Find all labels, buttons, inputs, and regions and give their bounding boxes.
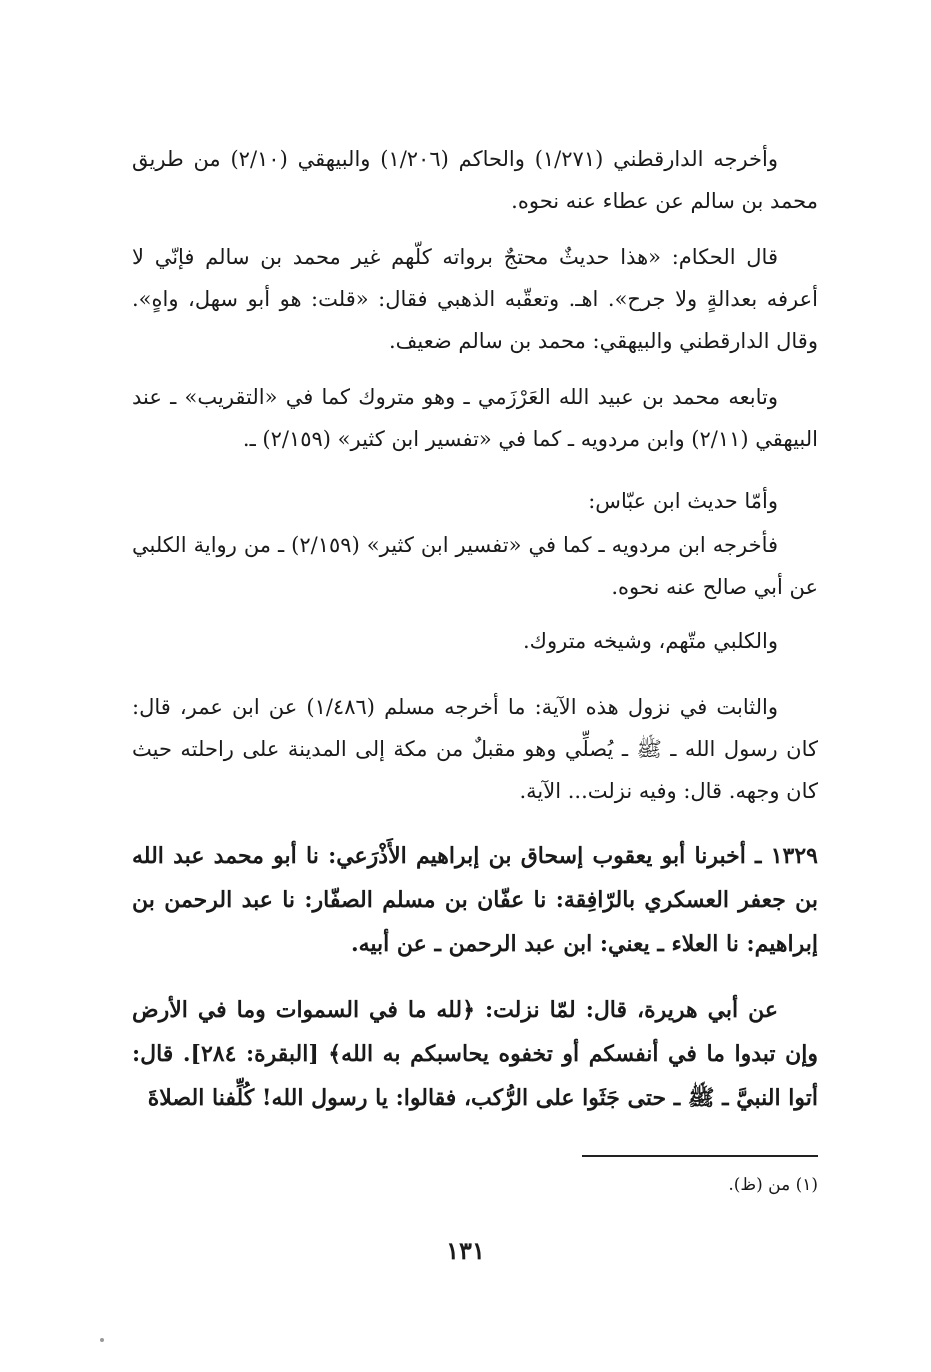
paragraph-text: قال الحكام: «هذا حديثٌ محتجٌ برواته كلّهم غير محمد بن سالم فإنّي لا أعرفه بعدالةٍ ولا جرح». اهـ. وتعقّبه الذهبي فقال: «قلت: هو أبو سهل، واهٍ». وقال الدارقطني والبيهقي: محمد بن سالم ضعيف.: [132, 245, 818, 353]
paragraph-text: وأخرجه الدارقطني (١/٢٧١) والحاكم (١/٢٠٦) والبيهقي (٢/١٠) من طريق محمد بن سالم عن عطاء عنه نحوه.: [132, 147, 818, 213]
hadith-matn-text: عن أبي هريرة، قال: لمّا نزلت: ﴿لله ما في السموات وما في الأرض وإن تبدوا ما في أنفسكم أو تخفوه يحاسبكم به الله﴾ [البقرة: ٢٨٤]. قال: أتوا النبيَّ ـ ﷺ ـ حتى جَثَوا على الرُّكب، فقالوا: يا رسول الله! كُلِّفنا الصلاةَ: [132, 997, 818, 1111]
hadith-isnad: [132, 834, 818, 966]
paragraph-3: [132, 376, 818, 460]
paragraph-text: وأمّا حديث ابن عبّاس:: [588, 489, 778, 513]
footnote-divider: [582, 1155, 818, 1157]
paragraph-6: [132, 620, 818, 662]
hadith-matn: [132, 988, 818, 1120]
paragraph-1: [132, 138, 818, 222]
footnote: (١) من (ظ).: [728, 1175, 818, 1195]
hadith-isnad-text: ١٣٢٩ ـ أخبرنا أبو يعقوب إسحاق بن إبراهيم الأَذْرَعي: نا أبو محمد عبد الله بن جعفر العسكري بالرّافِقة: نا عفّان بن مسلم الصفّار: نا عبد الرحمن بن إبراهيم: نا العلاء ـ يعني: ابن عبد الرحمن ـ عن أبيه.: [132, 843, 818, 957]
paragraph-text: والكلبي متّهم، وشيخه متروك.: [523, 629, 778, 653]
paragraph-7: [132, 686, 818, 812]
paragraph-text: والثابت في نزول هذه الآية: ما أخرجه مسلم (١/٤٨٦) عن ابن عمر، قال: كان رسول الله ـ ﷺ ـ يُصلِّي وهو مقبلٌ من مكة إلى المدينة على راحلته حيث كان وجهه. قال: وفيه نزلت... الآية.: [132, 695, 818, 803]
page-number: ١٣١: [446, 1236, 485, 1265]
paragraph-text: فأخرجه ابن مردويه ـ كما في «تفسير ابن كثير» (٢/١٥٩) ـ من رواية الكلبي عن أبي صالح عنه نحوه.: [132, 533, 818, 599]
paragraph-text: وتابعه محمد بن عبيد الله العَرْزَمي ـ وهو متروك كما في «التقريب» ـ عند البيهقي (٢/١١) وابن مردويه ـ كما في «تفسير ابن كثير» (٢/١٥٩) ـ.: [132, 385, 818, 451]
paragraph-5: [132, 524, 818, 608]
scan-speck: [100, 1338, 104, 1342]
paragraph-2: [132, 236, 818, 362]
paragraph-4: [132, 480, 818, 522]
